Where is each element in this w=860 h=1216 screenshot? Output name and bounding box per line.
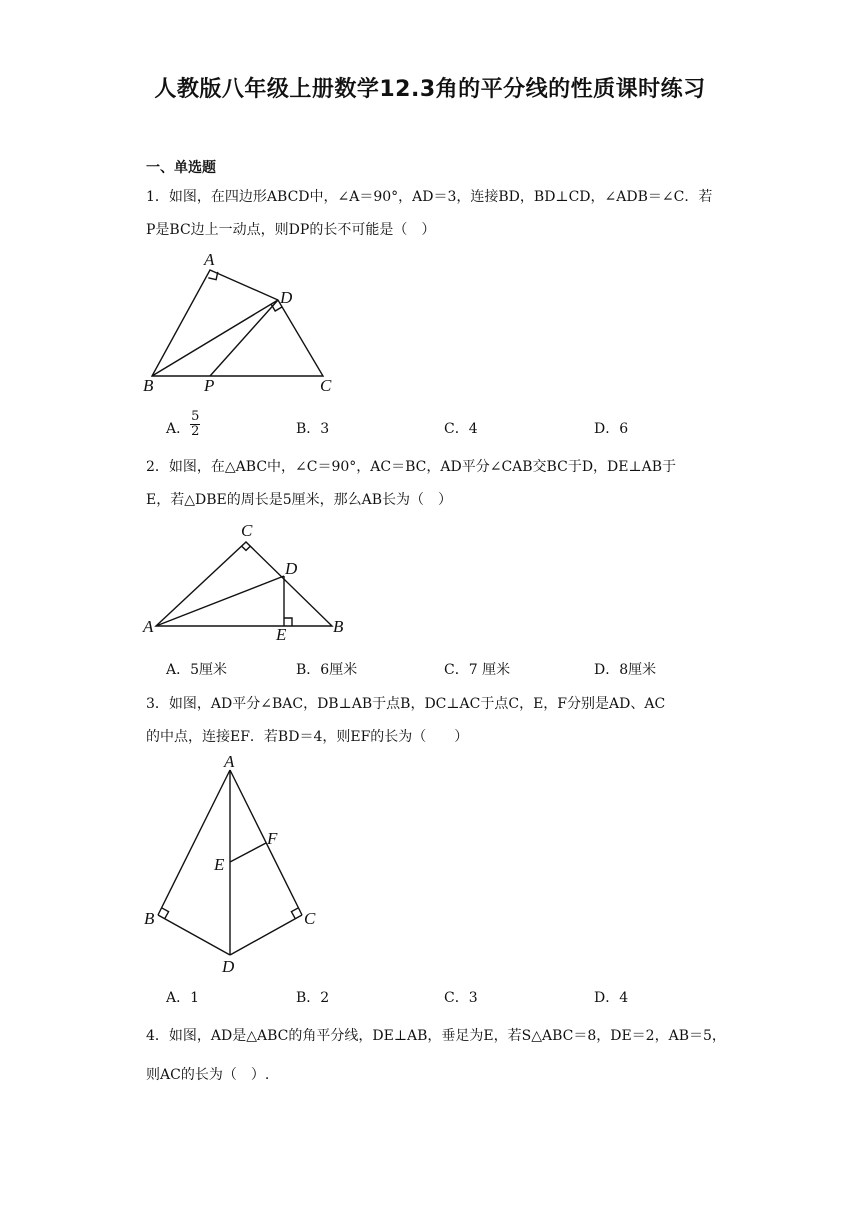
option-d[interactable]: D．6 <box>594 421 629 437</box>
label-a: A <box>224 752 235 771</box>
label-e: E <box>276 625 287 644</box>
page-title: 人教版八年级上册数学12.3角的平分线的性质课时练习 <box>154 77 706 102</box>
question-3-figure <box>140 752 340 977</box>
segment-ab <box>158 770 230 915</box>
question-2-line-1: 2．如图，在△ABC中，∠C＝90°，AC＝BC，AD平分∠CAB交BC于D，DE⊥AB于 <box>146 459 677 475</box>
option-b[interactable]: B．3 <box>296 421 330 437</box>
option-c[interactable]: C．4 <box>444 421 478 437</box>
option-c[interactable]: C．7 厘米 <box>444 662 511 678</box>
label-d: D <box>222 957 235 976</box>
label-e: E <box>214 855 225 874</box>
segment-bd <box>152 300 278 376</box>
question-4-line-1: 4．如图，AD是△ABC的角平分线，DE⊥AB，垂足为E，若S△ABC＝8，DE＝2，AB＝5， <box>146 1028 726 1044</box>
label-b: B <box>144 909 155 928</box>
segment-dp <box>210 300 278 376</box>
label-d: D <box>280 288 293 307</box>
segment-cd <box>230 915 302 955</box>
option-a[interactable]: A．5厘米 <box>166 662 228 678</box>
question-3-line-1: 3．如图，AD平分∠BAC，DB⊥AB于点B，DC⊥AC于点C，E，F分别是AD、AC <box>146 696 666 712</box>
question-3-line-2: 的中点，连接EF．若BD＝4，则EF的长为（ ） <box>146 729 469 745</box>
option-c[interactable]: C．3 <box>444 990 478 1006</box>
option-a[interactable]: A．1 <box>166 990 200 1006</box>
label-b: B <box>143 376 154 395</box>
option-a[interactable]: A． $\frac{5}{2}$ <box>166 408 200 439</box>
question-2-line-2: E，若△DBE的周长是5厘米，那么AB长为（ ） <box>146 492 453 508</box>
label-p: P <box>204 376 215 395</box>
option-b[interactable]: B．6厘米 <box>296 662 358 678</box>
label-a: A <box>143 617 154 636</box>
question-1-line-2: P是BC边上一动点，则DP的长不可能是（ ） <box>146 222 436 238</box>
segment-ef <box>230 843 266 862</box>
question-4-line-2: 则AC的长为（ ）. <box>146 1067 270 1083</box>
label-a: A <box>204 250 215 269</box>
segment-ac <box>230 770 302 915</box>
question-2-figure <box>140 518 360 643</box>
label-f: F <box>267 829 278 848</box>
option-b[interactable]: B．2 <box>296 990 330 1006</box>
segment-ad <box>156 576 284 626</box>
triangle-abc <box>156 542 332 626</box>
question-1-line-1: 1．如图，在四边形ABCD中，∠A＝90°，AD＝3，连接BD，BD⊥CD，∠ADB＝∠C．若 <box>146 189 713 205</box>
option-d[interactable]: D．4 <box>594 990 629 1006</box>
label-b: B <box>333 617 344 636</box>
label-c: C <box>320 376 332 395</box>
question-1-figure <box>140 250 350 400</box>
right-angle-mark-c <box>242 546 251 550</box>
label-d: D <box>285 559 298 578</box>
section-heading: 一、单选题 <box>146 160 216 176</box>
segment-bd <box>158 915 230 955</box>
label-c: C <box>241 521 253 540</box>
option-d[interactable]: D．8厘米 <box>594 662 657 678</box>
label-c: C <box>304 909 316 928</box>
